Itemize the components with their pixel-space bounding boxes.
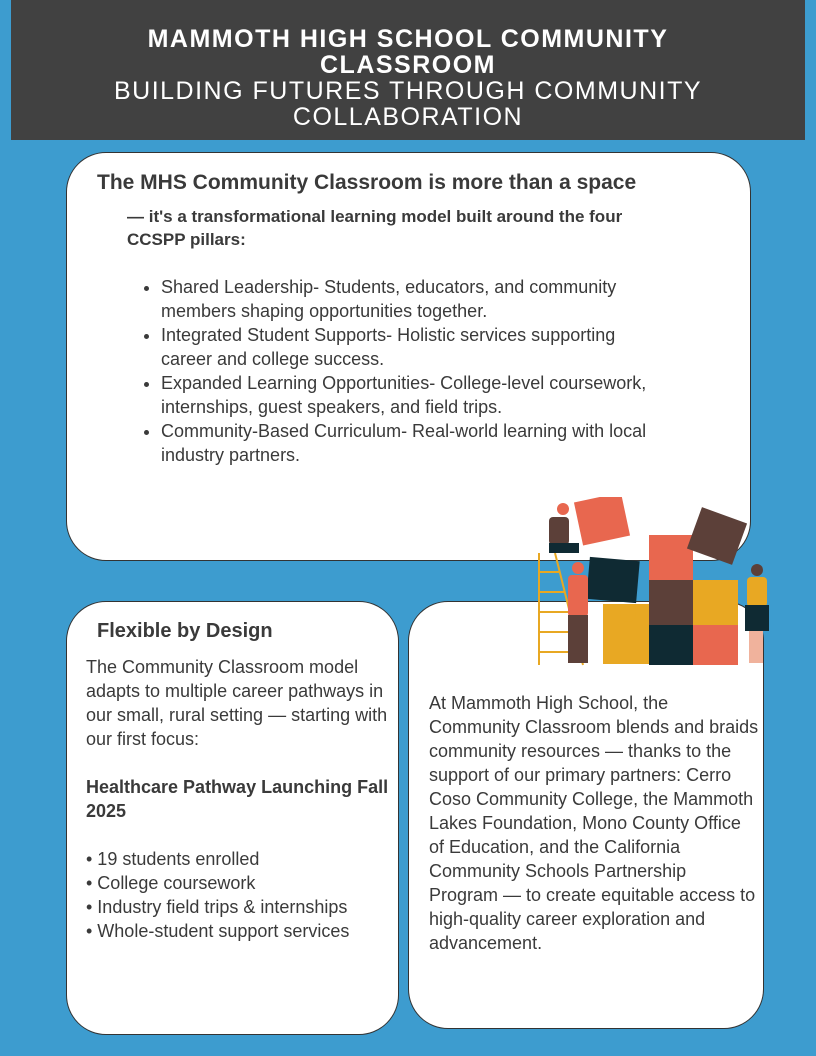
flexible-text: The Community Classroom model adapts to multiple career pathways in our small, rural setting — starting with our first focus:	[86, 657, 388, 749]
list-item: • Shared Leadership- Students, educators, and community members shaping opportunities together.	[161, 275, 661, 323]
intro-subtitle: — it's a transformational learning model built around the four CCSPP pillars:	[127, 207, 623, 249]
list-item: • Industry field trips & internships	[86, 897, 348, 917]
person-icon	[751, 564, 763, 576]
puzzle-piece-icon	[649, 580, 693, 625]
intro-title: The MHS Community Classroom is more than a space	[97, 171, 637, 194]
pathway-heading: Healthcare Pathway Launching Fall 2025	[86, 777, 389, 821]
partners-text: At Mammoth High School, the Community Classroom blends and braids community resources — thanks to the support of our primary partners: Cerro Coso Community College, the Mammoth Lakes Foundation, Mono County Office of Education, and the California Community Schools Partnership Program — to create equitable access to high-quality career exploration and advancement.	[429, 693, 759, 953]
header-banner	[11, 0, 805, 140]
puzzle-piece-icon	[574, 497, 630, 546]
flexible-title: Flexible by Design	[97, 620, 273, 642]
list-item: • College coursework	[86, 873, 256, 893]
person-icon	[572, 562, 584, 574]
person-icon	[557, 503, 569, 515]
page-subtitle: BUILDING FUTURES THROUGH COMMUNITY COLLABORATION	[113, 77, 703, 131]
puzzle-piece-icon	[687, 507, 747, 565]
puzzle-piece-icon	[693, 580, 738, 625]
flexible-card	[66, 601, 399, 1035]
list-item: • Integrated Student Supports- Holistic services supporting career and college success.	[161, 323, 661, 371]
list-item: • 19 students enrolled	[86, 849, 260, 869]
list-item: • Community-Based Curriculum- Real-world learning with local industry partners.	[161, 419, 661, 467]
list-item: • Expanded Learning Opportunities- College-level coursework, internships, guest speakers, and field trips.	[161, 371, 661, 419]
puzzle-piece-icon	[693, 625, 738, 665]
puzzle-teamwork-illustration	[533, 497, 778, 669]
puzzle-piece-icon	[649, 535, 693, 580]
puzzle-piece-icon	[586, 557, 639, 603]
list-item: • Whole-student support services	[86, 921, 350, 941]
flexible-body	[86, 655, 391, 943]
page-title: MAMMOTH HIGH SCHOOL COMMUNITY CLASSROOM	[147, 25, 669, 79]
pillars-list	[139, 275, 661, 467]
puzzle-piece-icon	[649, 625, 693, 665]
